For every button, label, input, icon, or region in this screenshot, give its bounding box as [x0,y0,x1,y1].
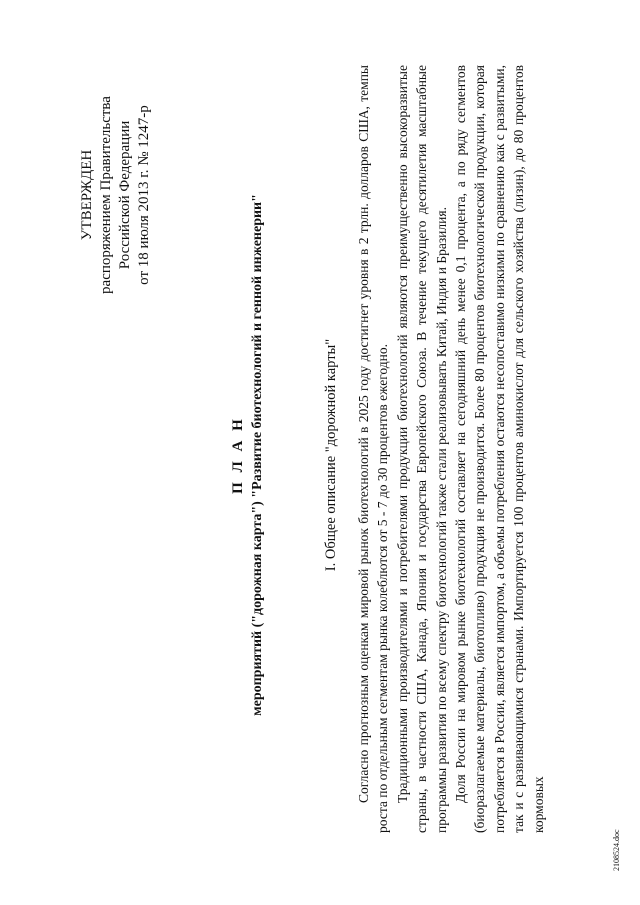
approval-heading: УТВЕРЖДЕН [79,149,95,241]
paragraph-traditional-producers: Традиционными производителями и потребителями продукции биотехнологий являются преимущественно высокоразвитые страны, в частности США, Канада, Япония и государства Европейского Союза. В течение текущего десятилетия масштабные программы развития по всему спектру биотехнологий также стали реализовывать Китай, Индия и Бразилия. [394,65,449,833]
plan-subtitle: мероприятий ("дорожная карта") "Развитие биотехнологий и генной инженерии" [250,194,265,716]
paragraph-russia-share: Доля России на мировом рынке биотехнологий составляет на сегодняшний день менее 0,1 процента, а по ряду сегментов (биоразлагаемые материалы, биотопливо) продукция не производится. Более 80 процентов биотехнологической продукции, которая потребляется в России, является импортом, а объемы потребления остаются несопоставимо низкими по сравнению как с развитыми, так и с развивающимися странами. Импортируется 100 процентов аминокислот для сельского хозяйства (лизин), до 80 процентов кормовых [453,65,546,833]
title-block [228,65,267,845]
section-heading: I. Общее описание "дорожной карты" [323,338,339,572]
body-text [354,65,548,833]
approval-country-line: Российской Федерации [117,120,133,270]
document-id: 2108524.doc [612,829,621,871]
approval-order-line: распоряжением Правительства [98,96,114,294]
paragraph-market-forecast: Согласно прогнозным оценкам мировой рынок биотехнологий в 2025 году достигнет уровня в 2 трлн. долларов США, темпы роста по отдельным сегментам рынка колеблются от 5 - 7 до 30 процентов ежегодно. [356,65,391,833]
approval-date-line: от 18 июля 2013 г. № 1247-р [136,105,152,285]
plan-title: П Л А Н [230,416,246,494]
approval-stamp [78,55,154,335]
